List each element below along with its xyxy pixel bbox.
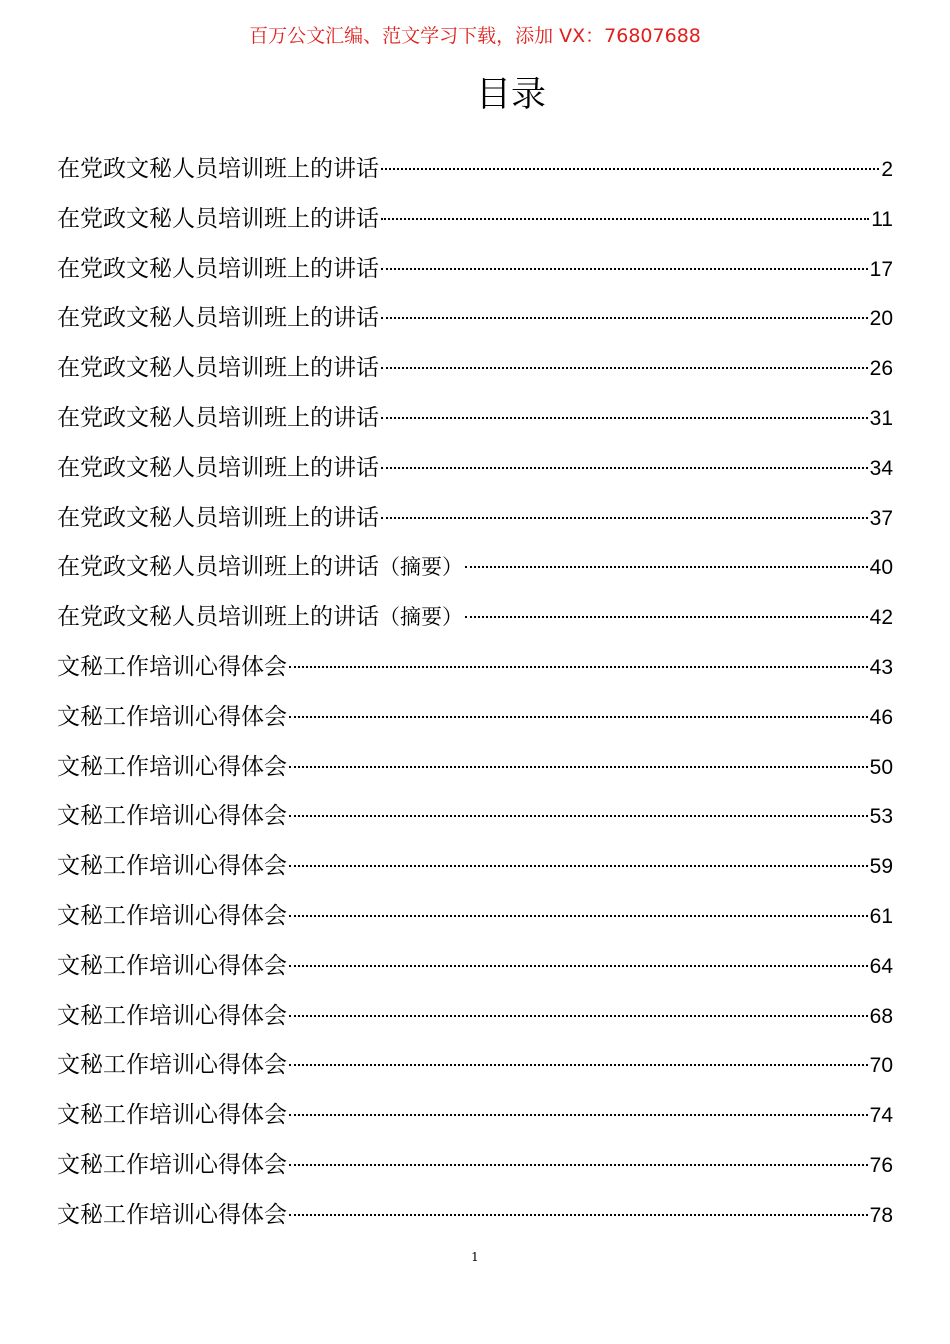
toc-entry-suffix: （摘要） (379, 605, 463, 630)
toc-entry[interactable] (57, 1091, 893, 1141)
toc-entry-page-number: 78 (869, 1203, 893, 1227)
toc-entry-title: 文秘工作培训心得体会 (57, 1002, 287, 1029)
toc-entry-title: 文秘工作培训心得体会 (57, 1201, 287, 1228)
toc-dot-leader (289, 915, 868, 917)
toc-entry-title: 在党政文秘人员培训班上的讲话 (57, 156, 379, 182)
toc-entry-page-number: 68 (869, 1004, 893, 1028)
toc-entry-title: 文秘工作培训心得体会 (57, 1052, 287, 1079)
toc-entry-title: 在党政文秘人员培训班上的讲话 (57, 604, 379, 631)
toc-entry[interactable] (57, 593, 893, 643)
toc-dot-leader (289, 815, 868, 817)
toc-dot-leader (289, 865, 868, 867)
toc-dot-leader (289, 1015, 868, 1017)
toc-dot-leader (289, 666, 868, 668)
toc-entry-page-number: 40 (869, 556, 893, 580)
toc-entry-page-number: 20 (869, 307, 893, 331)
toc-entry[interactable] (57, 344, 893, 394)
toc-entry[interactable] (57, 942, 893, 992)
toc-entry[interactable] (57, 294, 893, 344)
toc-entry-page-number: 34 (869, 456, 893, 480)
toc-dot-leader (381, 218, 869, 220)
page-number: 1 (471, 1250, 479, 1264)
toc-entry-title: 文秘工作培训心得体会 (57, 703, 287, 730)
toc-entry-page-number: 50 (869, 755, 893, 779)
toc-entry-page-number: 46 (869, 705, 893, 729)
toc-entry-title: 在党政文秘人员培训班上的讲话 (57, 454, 379, 481)
toc-entry-page-number: 37 (869, 506, 893, 530)
toc-entry-title: 文秘工作培训心得体会 (57, 753, 287, 780)
toc-entry-page-number: 2 (881, 158, 893, 181)
toc-entry-title: 文秘工作培训心得体会 (57, 952, 287, 979)
toc-entry-page-number: 26 (869, 357, 893, 381)
toc-dot-leader (381, 417, 868, 419)
toc-entry[interactable] (57, 394, 893, 444)
toc-dot-leader (465, 616, 868, 618)
toc-entry[interactable] (57, 494, 893, 544)
toc-dot-leader (381, 268, 868, 270)
toc-entry-title: 文秘工作培训心得体会 (57, 803, 287, 830)
toc-entry[interactable] (57, 1191, 893, 1241)
toc-dot-leader (381, 367, 868, 369)
toc-entry[interactable] (57, 743, 893, 793)
header-promo-note: 百万公文汇编、范文学习下载，添加 VX：76807688 (249, 25, 701, 47)
toc-entry[interactable] (57, 444, 893, 494)
toc-entry[interactable] (57, 892, 893, 942)
toc-entry[interactable] (57, 693, 893, 743)
toc-entry-title: 文秘工作培训心得体会 (57, 902, 287, 929)
toc-entry-title: 在党政文秘人员培训班上的讲话 (57, 305, 379, 332)
toc-entry-page-number: 76 (869, 1153, 893, 1177)
toc-entry-title: 在党政文秘人员培训班上的讲话 (57, 404, 379, 431)
toc-entry[interactable] (57, 145, 893, 195)
toc-entry-title: 文秘工作培训心得体会 (57, 653, 287, 680)
toc-entry-page-number: 70 (869, 1054, 893, 1078)
toc-dot-leader (381, 168, 879, 170)
toc-entry-title: 文秘工作培训心得体会 (57, 1151, 287, 1178)
toc-dot-leader (289, 1114, 868, 1116)
toc-entry-page-number: 11 (871, 207, 893, 231)
toc-dot-leader (381, 317, 868, 319)
toc-dot-leader (289, 1214, 868, 1216)
toc-list (57, 145, 893, 1241)
toc-dot-leader (465, 566, 868, 568)
toc-entry[interactable] (57, 992, 893, 1042)
toc-dot-leader (381, 517, 868, 519)
toc-entry-suffix: （摘要） (379, 555, 463, 580)
toc-entry[interactable] (57, 1141, 893, 1191)
toc-entry-page-number: 17 (869, 257, 893, 281)
toc-entry-page-number: 42 (869, 606, 893, 630)
toc-entry-title: 文秘工作培训心得体会 (57, 1102, 287, 1129)
toc-entry[interactable] (57, 643, 893, 693)
toc-entry[interactable] (57, 543, 893, 593)
toc-entry[interactable] (57, 245, 893, 295)
toc-entry[interactable] (57, 1041, 893, 1091)
toc-dot-leader (381, 467, 868, 469)
toc-entry-page-number: 43 (869, 655, 893, 679)
toc-entry-title: 在党政文秘人员培训班上的讲话 (57, 205, 379, 232)
toc-entry-page-number: 31 (869, 406, 893, 430)
toc-entry-title: 在党政文秘人员培训班上的讲话 (57, 255, 379, 282)
toc-dot-leader (289, 1164, 868, 1166)
toc-entry-title: 在党政文秘人员培训班上的讲话 (57, 355, 379, 382)
toc-entry-page-number: 64 (869, 954, 893, 978)
toc-entry-title: 在党政文秘人员培训班上的讲话 (57, 554, 379, 581)
toc-entry[interactable] (57, 842, 893, 892)
toc-title: 目录 (475, 75, 546, 115)
toc-dot-leader (289, 716, 868, 718)
toc-dot-leader (289, 1064, 868, 1066)
toc-entry-page-number: 53 (869, 805, 893, 829)
toc-entry[interactable] (57, 792, 893, 842)
toc-entry[interactable] (57, 195, 893, 245)
toc-dot-leader (289, 766, 868, 768)
toc-entry-page-number: 74 (869, 1104, 893, 1128)
toc-entry-page-number: 61 (869, 904, 893, 928)
toc-dot-leader (289, 965, 868, 967)
toc-entry-page-number: 59 (869, 855, 893, 879)
toc-entry-title: 文秘工作培训心得体会 (57, 853, 287, 880)
toc-entry-title: 在党政文秘人员培训班上的讲话 (57, 504, 379, 531)
